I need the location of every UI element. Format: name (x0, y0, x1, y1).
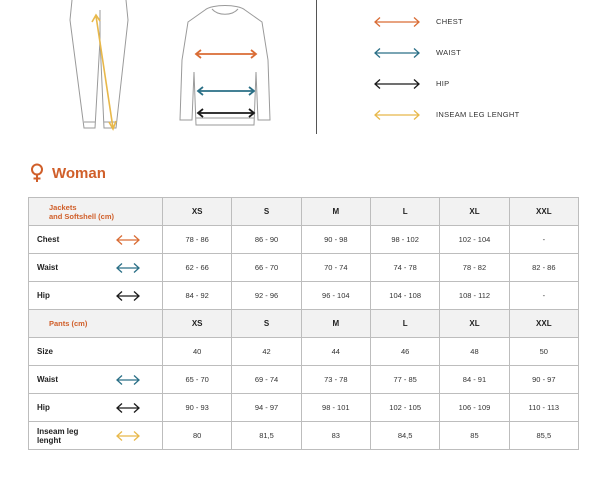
size-header-l: L (370, 310, 439, 338)
waist-arrow-icon (116, 374, 140, 386)
legend-item-chest (374, 6, 574, 37)
table-row (29, 366, 579, 394)
hip-arrow-icon (116, 402, 140, 414)
table-cell: 94 - 97 (232, 394, 301, 422)
table-cell: 78 - 86 (163, 226, 232, 254)
table-cell: 90 - 93 (163, 394, 232, 422)
table-cell: 92 - 96 (232, 282, 301, 310)
waist-arrow-icon (198, 87, 254, 95)
hip-arrow-icon (374, 78, 420, 90)
size-header-xxl: XXL (509, 198, 578, 226)
hip-arrow-icon (198, 109, 254, 117)
legend-label: HIP (436, 79, 450, 88)
illustration-divider (316, 0, 317, 134)
table-row (29, 254, 579, 282)
table-cell: 40 (163, 338, 232, 366)
size-header-m: M (301, 198, 370, 226)
table-cell: 42 (232, 338, 301, 366)
row-label-cell (29, 338, 163, 366)
size-header-xs: XS (163, 310, 232, 338)
table-cell: 96 - 104 (301, 282, 370, 310)
table-cell: 81,5 (232, 422, 301, 450)
table-cell: 83 (301, 422, 370, 450)
table-cell: 106 - 109 (440, 394, 509, 422)
legend-label: WAIST (436, 48, 461, 57)
waist-arrow-icon (374, 47, 420, 59)
row-label: Waist (37, 263, 59, 272)
table-cell: 46 (370, 338, 439, 366)
table-cell: 104 - 108 (370, 282, 439, 310)
table-cell: 74 - 78 (370, 254, 439, 282)
table-cell: 85 (440, 422, 509, 450)
row-label: Size (37, 347, 54, 356)
jackets-header-row (29, 198, 579, 226)
sweater-drawing-icon (180, 6, 270, 126)
table-row (29, 422, 579, 450)
row-label-cell (29, 366, 163, 394)
size-header-l: L (370, 198, 439, 226)
table-cell: 50 (509, 338, 578, 366)
legend-label: CHEST (436, 17, 463, 26)
legend-item-hip (374, 68, 574, 99)
table-cell: 102 - 104 (440, 226, 509, 254)
table-row (29, 282, 579, 310)
table-cell: 90 - 97 (509, 366, 578, 394)
chest-arrow-icon (116, 234, 140, 246)
measurement-legend (374, 6, 574, 130)
table-cell: 84 - 92 (163, 282, 232, 310)
table-cell: 73 - 78 (301, 366, 370, 394)
pants-section-title: Pants (cm) (29, 310, 163, 338)
table-cell: 65 - 70 (163, 366, 232, 394)
table-cell: 44 (301, 338, 370, 366)
table-cell: 98 - 102 (370, 226, 439, 254)
waist-arrow-icon (116, 262, 140, 274)
table-cell: 90 - 98 (301, 226, 370, 254)
size-header-m: M (301, 310, 370, 338)
table-cell: - (509, 226, 578, 254)
chest-arrow-icon (196, 50, 256, 58)
table-cell: 48 (440, 338, 509, 366)
size-header-xl: XL (440, 198, 509, 226)
row-label-cell (29, 422, 163, 450)
table-cell: 98 - 101 (301, 394, 370, 422)
pants-header-row (29, 310, 579, 338)
table-row (29, 338, 579, 366)
table-cell: 85,5 (509, 422, 578, 450)
table-cell: 66 - 70 (232, 254, 301, 282)
table-cell: 78 - 82 (440, 254, 509, 282)
size-header-xl: XL (440, 310, 509, 338)
female-symbol-icon (30, 163, 44, 183)
row-label-cell (29, 254, 163, 282)
legend-item-inseam (374, 99, 574, 130)
inseam-arrow-icon (116, 430, 140, 442)
row-label: Waist (37, 375, 59, 384)
legend-item-waist (374, 37, 574, 68)
jackets-section-title: Jackets and Softshell (cm) (29, 198, 163, 226)
row-label: Hip (37, 291, 50, 300)
inseam-arrow-icon (374, 109, 420, 121)
legend-label: INSEAM LEG LENGHT (436, 110, 520, 119)
table-cell: 69 - 74 (232, 366, 301, 394)
table-row (29, 226, 579, 254)
size-chart-table (28, 197, 579, 450)
table-cell: - (509, 282, 578, 310)
section-title: Woman (52, 164, 106, 182)
row-label: Hip (37, 403, 50, 412)
table-cell: 110 - 113 (509, 394, 578, 422)
row-label-cell (29, 282, 163, 310)
row-label-cell (29, 394, 163, 422)
table-cell: 80 (163, 422, 232, 450)
chest-arrow-icon (374, 16, 420, 28)
row-label-cell (29, 226, 163, 254)
table-cell: 86 - 90 (232, 226, 301, 254)
table-cell: 70 - 74 (301, 254, 370, 282)
table-row (29, 394, 579, 422)
table-cell: 84,5 (370, 422, 439, 450)
hip-arrow-icon (116, 290, 140, 302)
size-header-xs: XS (163, 198, 232, 226)
size-header-s: S (232, 310, 301, 338)
table-cell: 84 - 91 (440, 366, 509, 394)
row-label: Chest (37, 235, 60, 244)
row-label: Inseam leg lenght (37, 426, 79, 445)
table-cell: 62 - 66 (163, 254, 232, 282)
size-header-xxl: XXL (509, 310, 578, 338)
section-heading (30, 163, 106, 183)
table-cell: 102 - 105 (370, 394, 439, 422)
table-cell: 77 - 85 (370, 366, 439, 394)
size-header-s: S (232, 198, 301, 226)
table-cell: 82 - 86 (509, 254, 578, 282)
table-cell: 108 - 112 (440, 282, 509, 310)
